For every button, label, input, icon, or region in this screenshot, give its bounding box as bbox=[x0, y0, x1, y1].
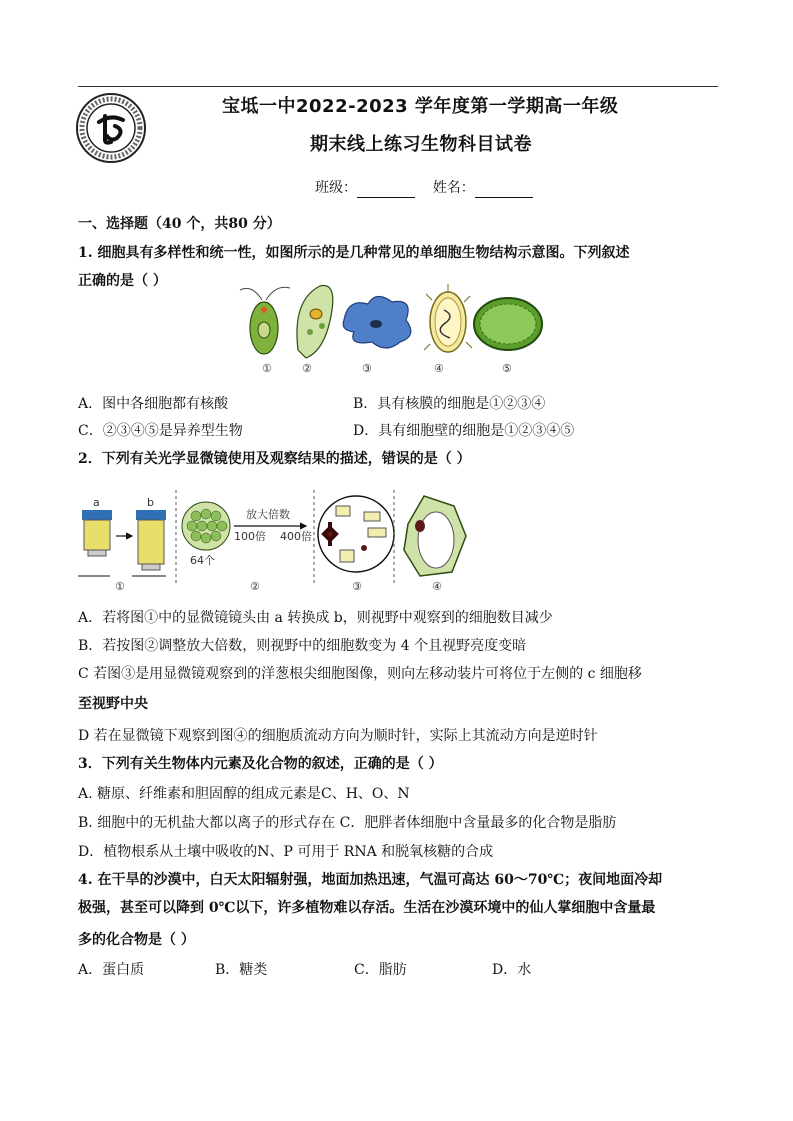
q2-fig-label-1: ① bbox=[115, 580, 125, 593]
q2-microscope-figure bbox=[74, 488, 474, 588]
q2-option-b[interactable]: B．若按图②调整放大倍数，则视野中的细胞数变为 4 个且视野亮度变暗 bbox=[78, 638, 527, 654]
name-label: 姓名： bbox=[432, 180, 475, 196]
mag-from-label: 100倍 bbox=[234, 530, 266, 543]
q1-option-b[interactable]: B．具有核膜的细胞是①②③④ bbox=[353, 396, 546, 412]
cell-count-label: 64个 bbox=[190, 554, 215, 567]
section-heading: 一、选择题（40 个，共80 分） bbox=[78, 216, 281, 232]
q2-option-c-line2[interactable]: 至视野中央 bbox=[78, 696, 148, 712]
q1-cell-figure bbox=[236, 280, 556, 375]
q1-fig-label-3: ③ bbox=[362, 362, 372, 375]
cell-amoeba-illustration bbox=[343, 296, 411, 348]
q4-option-d[interactable]: D．水 bbox=[492, 962, 532, 978]
mag-to-label: 400倍 bbox=[280, 530, 312, 543]
q2-option-a[interactable]: A．若将图①中的显微镜镜头由 a 转换成 b，则视野中观察到的细胞数目减少 bbox=[78, 610, 553, 626]
exam-title-line1: 宝坻一中2022-2023 学年度第一学期高一年级 bbox=[222, 96, 619, 117]
objective-lens-b-illustration bbox=[136, 510, 166, 570]
q1-fig-label-4: ④ bbox=[434, 362, 444, 375]
q3-option-d[interactable]: D．植物根系从土壤中吸收的N、P 可用于 RNA 和脱氧核糖的合成 bbox=[78, 844, 494, 860]
header-rule bbox=[78, 86, 718, 87]
q2-fig-label-4: ④ bbox=[432, 580, 442, 593]
q4-option-c[interactable]: C．脂肪 bbox=[354, 962, 407, 978]
q4-stem-line1: 4. 在干旱的沙漠中，白天太阳辐射强，地面加热迅速，气温可高达 60～70℃；夜间地面冷却 bbox=[78, 872, 663, 888]
q1-fig-label-2: ② bbox=[302, 362, 312, 375]
lens-b-label: b bbox=[147, 496, 154, 509]
class-field[interactable] bbox=[357, 183, 415, 198]
q2-stem: 2．下列有关光学显微镜使用及观察结果的描述，错误的是（ ） bbox=[78, 451, 471, 467]
cell-paramecium-illustration bbox=[297, 286, 333, 359]
q3-option-a[interactable]: A. 糖原、纤维素和胆固醇的组成元素是C、H、O、N bbox=[78, 786, 410, 802]
objective-lens-a-illustration bbox=[82, 510, 112, 556]
q1-fig-label-5: ⑤ bbox=[502, 362, 512, 375]
exam-title-line2: 期末线上练习生物科目试卷 bbox=[310, 134, 532, 155]
cell-bacterium-illustration bbox=[424, 284, 472, 352]
cell-cyanobacterium-illustration bbox=[474, 298, 542, 350]
q4-stem-line3: 多的化合物是（ ） bbox=[78, 932, 195, 948]
lens-a-label: a bbox=[93, 496, 100, 509]
q1-stem-line1: 1. 细胞具有多样性和统一性，如图所示的是几种常见的单细胞生物结构示意图。下列叙述 bbox=[78, 245, 630, 261]
q2-option-d[interactable]: D 若在显微镜下观察到图④的细胞质流动方向为顺时针，实际上其流动方向是逆时针 bbox=[78, 728, 598, 744]
q2-option-c-line1[interactable]: C 若图③是用显微镜观察到的洋葱根尖细胞图像，则向左移动装片可将位于左侧的 c 细胞移 bbox=[78, 666, 642, 682]
cell-chlamydomonas-illustration bbox=[240, 287, 290, 354]
q3-option-b-c[interactable]: B. 细胞中的无机盐大都以离子的形式存在 C．肥胖者体细胞中含量最多的化合物是脂肪 bbox=[78, 815, 617, 831]
magnify-label: 放大倍数 bbox=[246, 508, 290, 521]
q4-stem-line2: 极强，甚至可以降到 0℃以下，许多植物难以存活。生活在沙漠环境中的仙人掌细胞中含量最 bbox=[78, 900, 656, 916]
name-field[interactable] bbox=[475, 183, 533, 198]
q1-option-a[interactable]: A．图中各细胞都有核酸 bbox=[78, 396, 229, 412]
q2-fig-label-2: ② bbox=[250, 580, 260, 593]
school-seal-logo bbox=[75, 92, 147, 164]
q1-stem-line2: 正确的是（ ） bbox=[78, 273, 167, 289]
q1-option-d[interactable]: D．具有细胞壁的细胞是①②③④⑤ bbox=[353, 423, 575, 439]
q1-option-c[interactable]: C．②③④⑤是异养型生物 bbox=[78, 423, 243, 439]
q3-stem: 3．下列有关生物体内元素及化合物的叙述，正确的是（ ） bbox=[78, 756, 443, 772]
q4-option-a[interactable]: A．蛋白质 bbox=[78, 962, 145, 978]
class-label: 班级： bbox=[315, 180, 357, 196]
q1-fig-label-1: ① bbox=[262, 362, 272, 375]
student-info-row bbox=[315, 178, 533, 198]
q4-option-b[interactable]: B．糖类 bbox=[215, 962, 268, 978]
q2-fig-label-3: ③ bbox=[352, 580, 362, 593]
